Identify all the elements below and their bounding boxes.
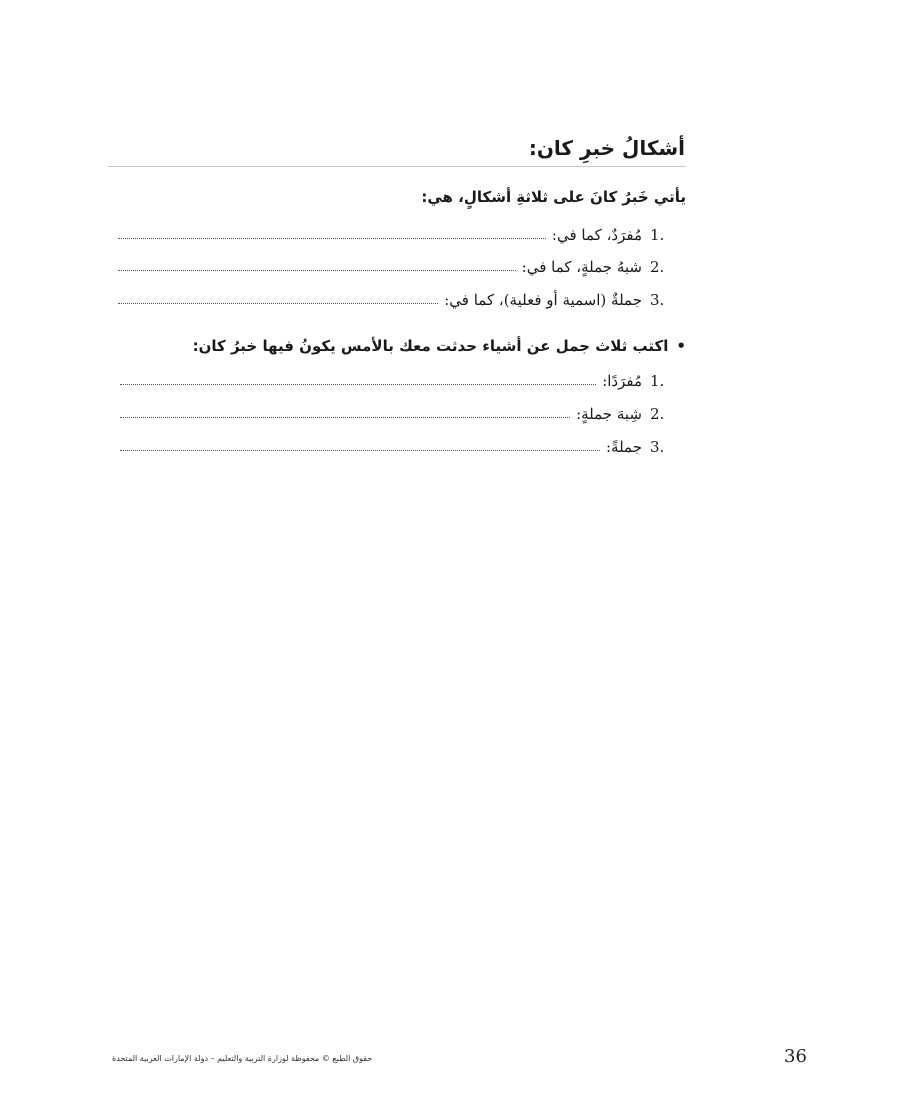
- intro-text: يأتي خَبرُ كانَ على ثلاثةِ أشكالٍ، هي:: [421, 188, 686, 206]
- exercise-item-number: 3.: [650, 438, 665, 456]
- form-item-2: [118, 254, 676, 276]
- form-item-number: 1.: [650, 226, 665, 244]
- answer-dotted-line[interactable]: [120, 384, 596, 385]
- exercise-item-number: 2.: [650, 405, 665, 423]
- form-item-label: مُفرَدٌ، كما في:: [551, 226, 642, 244]
- page-number: 36: [784, 1046, 807, 1067]
- exercise-item-2: [120, 401, 676, 423]
- bullet-icon: •: [676, 337, 686, 355]
- exercise-item-1: [120, 368, 676, 390]
- form-item-1: [118, 222, 676, 244]
- form-item-number: 2.: [650, 258, 665, 276]
- form-item-number: 3.: [650, 291, 665, 309]
- section-title: أشكالُ خبرِ كان:: [528, 136, 685, 160]
- exercise-item-label: جملةً:: [605, 438, 642, 456]
- form-item-label: جملةٌ (اسمية أو فعلية)، كما في:: [444, 291, 642, 309]
- copyright-footer: حقوق الطبع © محفوظة لوزارة التربية والتعليم – دولة الإمارات العربية المتحدة: [112, 1054, 373, 1063]
- answer-dotted-line[interactable]: [120, 417, 570, 418]
- answer-dotted-line[interactable]: [120, 450, 600, 451]
- answer-dotted-line[interactable]: [118, 303, 438, 304]
- answer-dotted-line[interactable]: [118, 238, 546, 239]
- title-divider: [108, 166, 686, 167]
- form-item-label: شبهُ جملةٍ، كما في:: [521, 258, 642, 276]
- exercise-item-label: مُفرَدًا:: [602, 372, 642, 390]
- exercise-prompt: [193, 337, 686, 355]
- exercise-item-3: [120, 434, 676, 456]
- exercise-prompt-text: اكتب ثلاث جمل عن أشياء حدثت معك بالأمس يكونُ فيها خبرُ كان:: [192, 337, 669, 355]
- form-item-3: [118, 287, 676, 309]
- answer-dotted-line[interactable]: [118, 270, 516, 271]
- exercise-item-label: شِبهَ جملةٍ:: [576, 405, 642, 423]
- exercise-item-number: 1.: [650, 372, 665, 390]
